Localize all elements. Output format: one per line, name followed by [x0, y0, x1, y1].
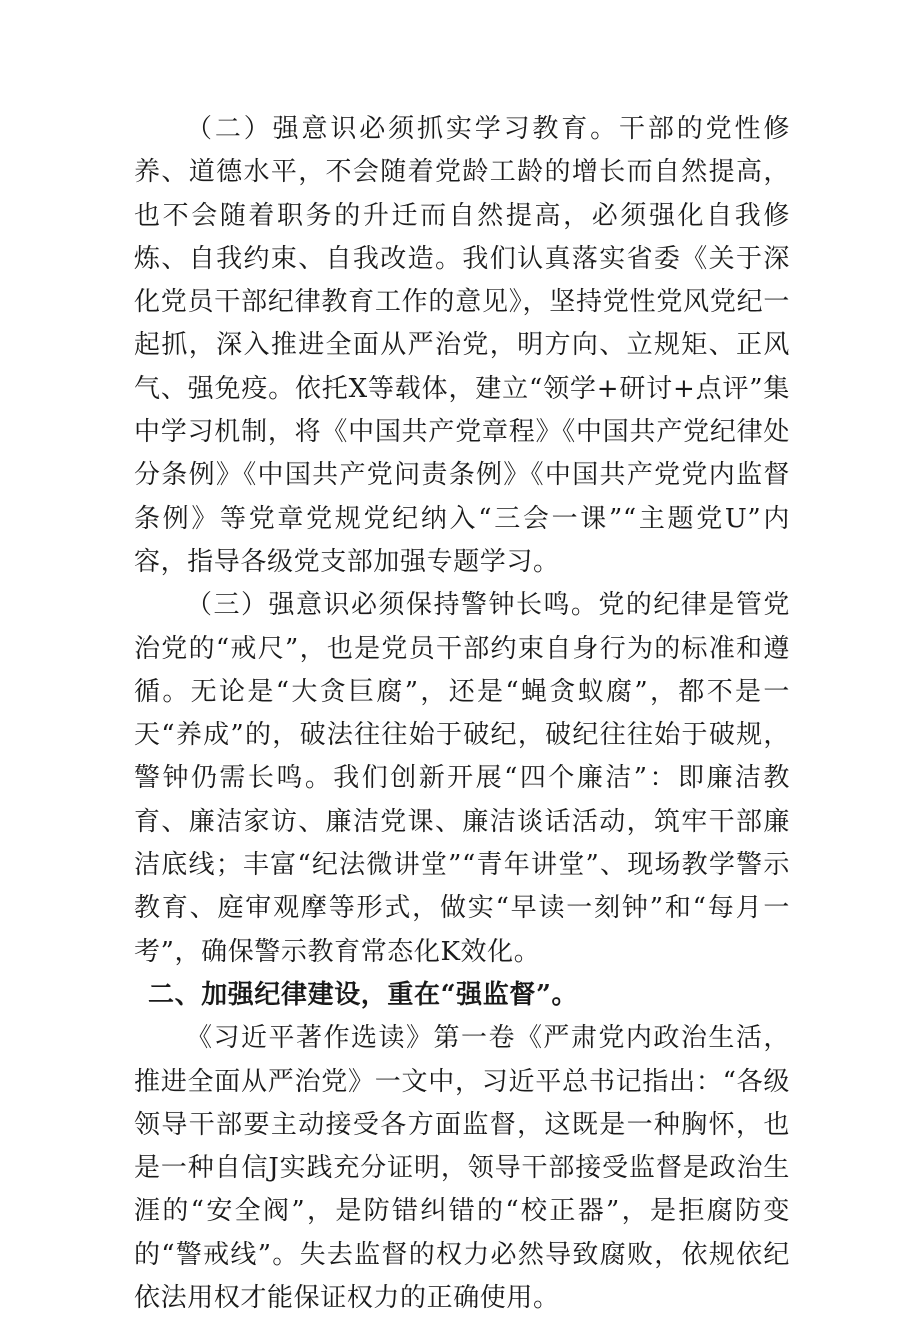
- section-heading-strengthen-supervision: 二、加强纪律建设，重在“强监督”。: [148, 979, 579, 1010]
- paragraph-strengthen-study-education: （二）强意识必须抓实学习教育。干部的党性修养、道德水平，不会随着党龄工龄的增长而自然提高，也不会随着职务的升迁而自然提高，必须强化自我修炼、自我约束、自我改造。我们认真落实省委《关于深化党员干部纪律教育工作的意见》，坚持党性党风党纪一起抓，深入推进全面从严治党，明方向、立规矩、正风气、强免疫。依托X等载体，建立“领学+研讨+点评”集中学习机制，将《中国共产党章程》《中国共产党纪律处分条例》《中国共产党问责条例》《中国共产党党内监督条例》等党章党规党纪纳入“三会一课”“主题党U”内容，指导各级党支部加强专题学习。: [134, 114, 790, 577]
- paragraph-accept-supervision: 《习近平著作选读》第一卷《严肃党内政治生活，推进全面从严治党》一文中，习近平总书记指出：“各级领导干部要主动接受各方面监督，这既是一种胸怀，也是一种自信J实践充分证明，领导干部接受监督是政治生涯的“安全阀”，是防错纠错的“校正器”，是拒腐防变的“警戒线”。失去监督的权力必然导致腐败，依规依纪依法用权才能保证权力的正确使用。: [134, 1023, 790, 1314]
- document-body: [134, 108, 790, 1320]
- paragraph-keep-alarm-ringing: （三）强意识必须保持警钟长鸣。党的纪律是管党治党的“戒尺”，也是党员干部约束自身行为的标准和遵循。无论是“大贪巨腐”，还是“蝇贪蚁腐”，都不是一天“养成”的，破法往往始于破纪，破纪往往始于破规，警钟仍需长鸣。我们创新开展“四个廉洁”：即廉洁教育、廉洁家访、廉洁党课、廉洁谈话活动，筑牢干部廉洁底线；丰富“纪法微讲堂”“青年讲堂”、现场教学警示教育、庭审观摩等形式，做实“早读一刻钟”和“每月一考”，确保警示教育常态化K效化。: [134, 590, 790, 967]
